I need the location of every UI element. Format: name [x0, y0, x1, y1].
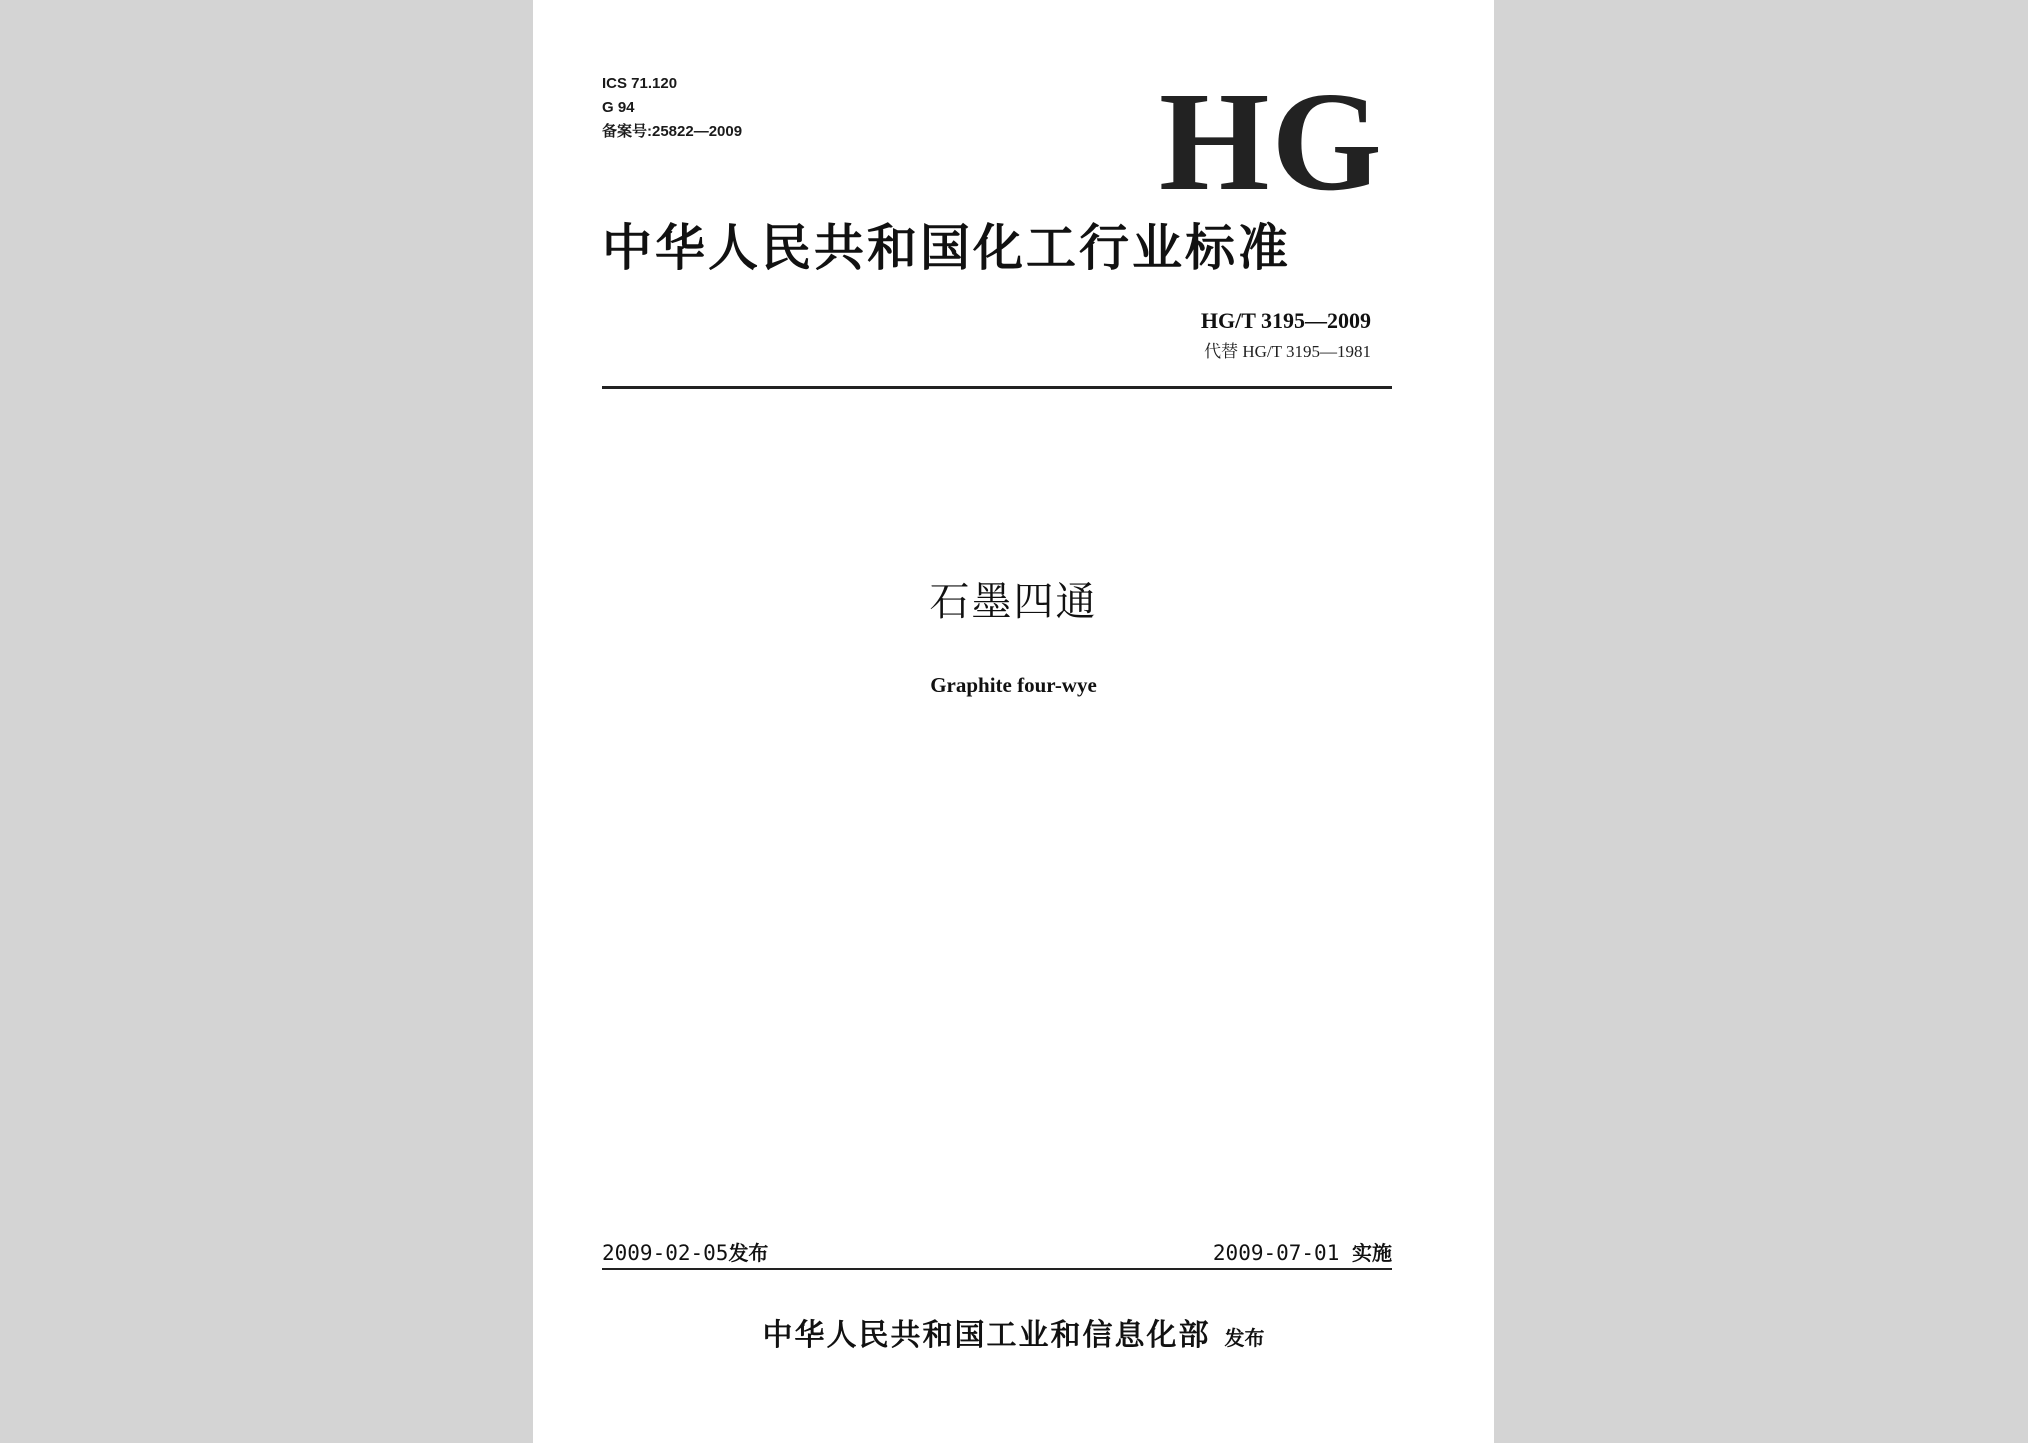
- implement-label: 实施: [1352, 1241, 1392, 1265]
- document-title-chinese: 石墨四通: [929, 579, 1098, 625]
- issuer-line: [533, 1310, 1494, 1354]
- document-title-english: Graphite four-wye: [930, 673, 1097, 697]
- hg-logo: HG: [1159, 62, 1384, 220]
- standard-code: HG/T 3195—2009: [1200, 308, 1371, 333]
- implement-date-group: [1213, 1236, 1392, 1270]
- bottom-divider: [602, 1268, 1392, 1270]
- replaces-standard: 代替 HG/T 3195—1981: [1204, 342, 1371, 361]
- standard-title: 中华人民共和国化工行业标准: [602, 219, 1291, 277]
- issuer-name: 中华人民共和国工业和信息化部: [762, 1318, 1211, 1353]
- publish-date: 2009-02-05: [602, 1241, 729, 1265]
- issuer-label: 发布: [1224, 1326, 1265, 1350]
- top-divider: [602, 386, 1392, 389]
- ics-code: ICS 71.120: [602, 75, 678, 92]
- date-row: [602, 1236, 1392, 1270]
- publish-label: 发布: [728, 1241, 769, 1265]
- implement-date: 2009-07-01: [1212, 1241, 1340, 1265]
- filing-number: 备案号:25822—2009: [602, 123, 743, 140]
- publish-date-group: [602, 1236, 768, 1270]
- classification-block: [602, 72, 742, 144]
- classification-code: G 94: [602, 99, 635, 116]
- document-page: [533, 0, 1494, 1443]
